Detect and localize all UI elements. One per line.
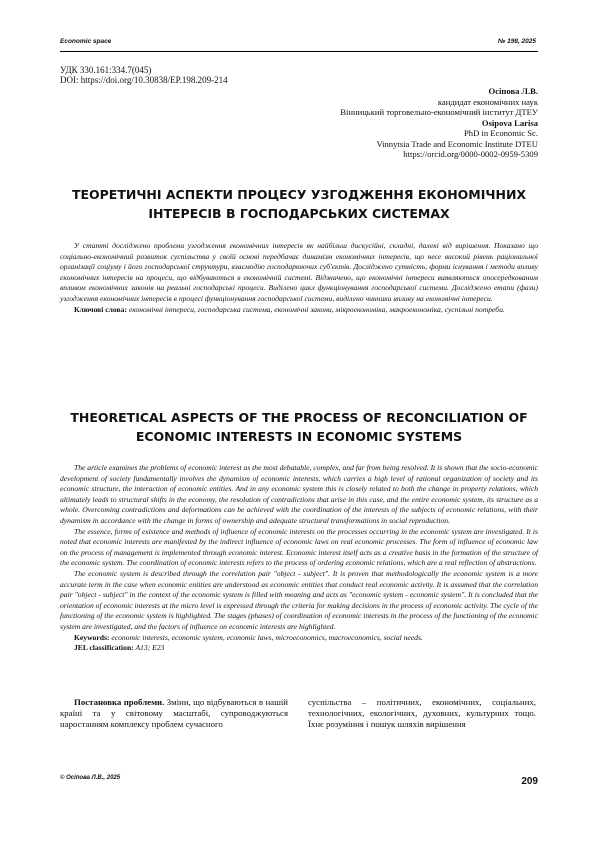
author-institution-en: Vinnytsia Trade and Economic Institute DTEU: [376, 138, 538, 149]
copyright-notice: © Осіпова Л.В., 2025: [60, 775, 121, 781]
section-heading: Постановка проблеми.: [74, 697, 165, 707]
keywords-en-label: Keywords:: [74, 632, 110, 642]
abstract-en-p1: The article examines the problems of economic interest as the most debatable, complex, and far from being resolved. It is shown that the socio-economic development of society fundamentally involves the dynamism of economic interests, which carries a high level of rational organization of society and its economic structure, the interaction of economic entities. And in any economic system this is closely related to both the change in property relations, which ultimately leads to structural shifts in the economy, the resolution of contradictions that arise in this case, and the entire economic system, its structure as a whole. Overcoming contradictions and deformations can be achieved with the coordination of the interests of the subjects of economic relations, with their dynamism in accordance with the change in forms of ownership and adequate structural transformations in social reproduction.: [60, 463, 538, 525]
issue-number: № 198, 2025: [497, 38, 536, 45]
author-degree-en: PhD in Economic Sc.: [464, 128, 538, 138]
abstract-ua-text: У статті досліджено проблеми узгодження економічних інтересів як найбільш дискусійні, складні, далекі від вирішення. Показано що соціально-економічний розвиток суспільства у своїй основі передбачає динамізм економічних інтересів, що несе високий рівень раціональної організації соціуму і його господарської структури, взаємодію господарюючих суб'єктів. Досліджено сутність, форми існування і методи впливу економічних інтересів на процеси, що відбуваються в економічній системі. Відзначено, що економічні інтереси виявляються опосередкованим впливом економічних законів на реальні господарські процеси. Виділено цикл функціонування господарської системи. Досліджено етапи (фази) узгодження економічних інтересів в процесі функціонування господарської системи, виділено чинники впливу на економічні інтереси.: [60, 241, 538, 303]
abstract-en: [60, 463, 538, 654]
keywords-ua: [60, 305, 538, 316]
author-name-ua: Осіпова Л.В.: [488, 86, 538, 96]
udk-code: УДК 330.161:334.7(045): [60, 65, 152, 75]
author-name-en: Osipova Larisa: [481, 117, 538, 128]
jel-label: JEL classification:: [74, 643, 134, 653]
abstract-ua: [60, 241, 538, 315]
author-institution-ua: Вінницький торговельно-економічний інститут ДТЕУ: [340, 107, 538, 117]
keywords-en-text: economic interests, economic system, economic laws, microeconomics, macroeconomics, social needs.: [109, 632, 423, 642]
author-block: [238, 86, 538, 160]
title-en: THEORETICAL ASPECTS OF THE PROCESS OF RECONCILIATION OF ECONOMIC INTERESTS IN ECONOMIC SYSTEMS: [70, 410, 528, 444]
body-column-right: [308, 697, 536, 730]
running-header: [60, 38, 536, 52]
abstract-en-p3: The economic system is described through the correlation pair "object - subject". It is proven that methodologically the economic system is a more accurate term in the case when economic entities are understood as economic entities that conduct real economic activity. It is assumed that the correlation pair "object - subject" in the context of the economic system is filled with meaning and acts as "economic system - economic system". It is concluded that the orientation of economic interests at the micro level is expressed through the criteria for making decisions in the process of economic activity. The cycle of the functioning of the economic system is highlighted. The stages (phases) of coordination of economic interests in the process of the functioning of the economic system are investigated, and the factors of influence on economic interests are highlighted.: [60, 568, 538, 631]
orcid-link[interactable]: https://orcid.org/0000-0002-0959-5309: [403, 149, 538, 159]
body-column-left: [60, 697, 288, 730]
keywords-en: [60, 633, 538, 644]
jel-classification: [60, 643, 538, 654]
body-text-right: суспільства – політичних, економічних, соціальних, технологічних, екологічних, духовних, культурних тощо. Їхнє розуміння і пошук шляхів вирішення: [308, 697, 536, 729]
keywords-ua-text: економічні інтереси, господарська система, економічні закони, мікроекономіка, макроекономіка, суспільні потреби.: [126, 304, 505, 314]
author-degree-ua: кандидат економічних наук: [437, 96, 538, 107]
keywords-ua-label: Ключові слова:: [74, 304, 127, 314]
abstract-en-p2: The essence, forms of existence and methods of influence of economic interests on the processes occurring in the economic system are investigated. It is noted that economic interests are manifested by the indirect influence of economic laws on real economic processes. The form of influence of economic law on the process of management is implemented through economic interest. Economic interest itself acts as a creative basis in the formation of the structure of the economic system. The coordination of economic interests refers to the process of ordering economic relations, which are a real reflection of abstractions.: [60, 526, 538, 568]
jel-codes: A13; E23: [133, 643, 165, 653]
body-text-left: Зміни, що відбуваються в нашій країні та у світовому масштабі, супроводжуються наростанням комплексу проблем сучасного: [60, 697, 288, 729]
page-number: 209: [521, 776, 538, 787]
journal-name: Economic space: [60, 38, 112, 45]
title-ua: ТЕОРЕТИЧНІ АСПЕКТИ ПРОЦЕСУ УЗГОДЖЕННЯ ЕКОНОМІЧНИХ ІНТЕРЕСІВ В ГОСПОДАРСЬКИХ СИСТЕМАХ: [71, 187, 527, 221]
article-meta: [60, 65, 228, 85]
header-rule: [60, 51, 538, 52]
doi-link[interactable]: DOI: https://doi.org/10.30838/EP.198.209-214: [60, 75, 228, 85]
